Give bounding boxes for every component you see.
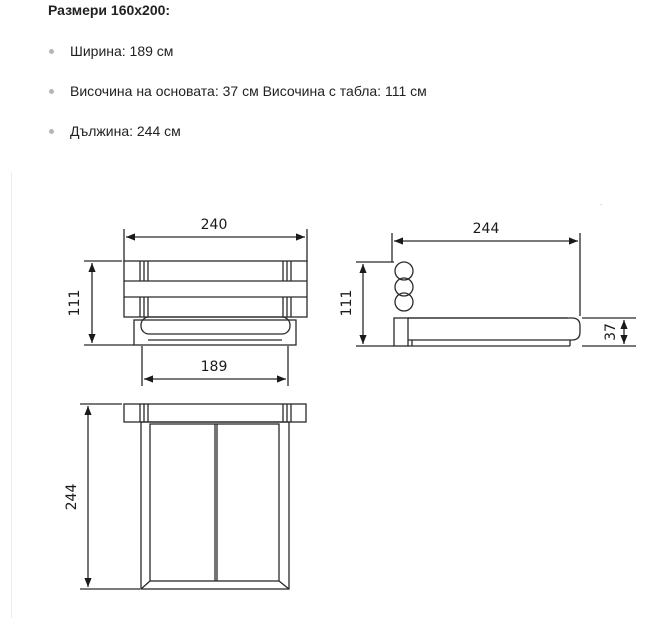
dim-label-side-height: 111 [339,289,355,317]
dim-label-base-height: 37 [603,323,619,341]
bed-dimension-drawing [0,180,652,618]
dim-label-front-height: 111 [67,289,83,317]
spec-text: Дължина: 244 см [70,123,181,139]
front-view [124,261,307,345]
dim-label-base-width: 189 [200,359,228,375]
spec-text: Ширина: 189 см [70,43,174,59]
dim-label-front-width: 240 [200,217,228,233]
bullet-icon [49,89,54,94]
spec-item-length [48,122,427,162]
spec-list [48,42,427,162]
page-heading: Размери 160x200: [48,2,171,18]
bullet-icon [49,129,54,134]
side-dimensions [356,233,636,346]
top-view [124,404,306,589]
dim-label-side-length: 244 [472,221,500,237]
spec-item-height [48,82,427,122]
spec-item-width [48,42,427,82]
bullet-icon [49,49,54,54]
side-view [394,262,580,346]
spec-text: Височина на основата: 37 см Височина с табла: 111 см [70,83,427,99]
front-dimensions [84,229,307,386]
dim-label-top-length: 244 [64,483,80,511]
top-dimensions [80,404,140,589]
